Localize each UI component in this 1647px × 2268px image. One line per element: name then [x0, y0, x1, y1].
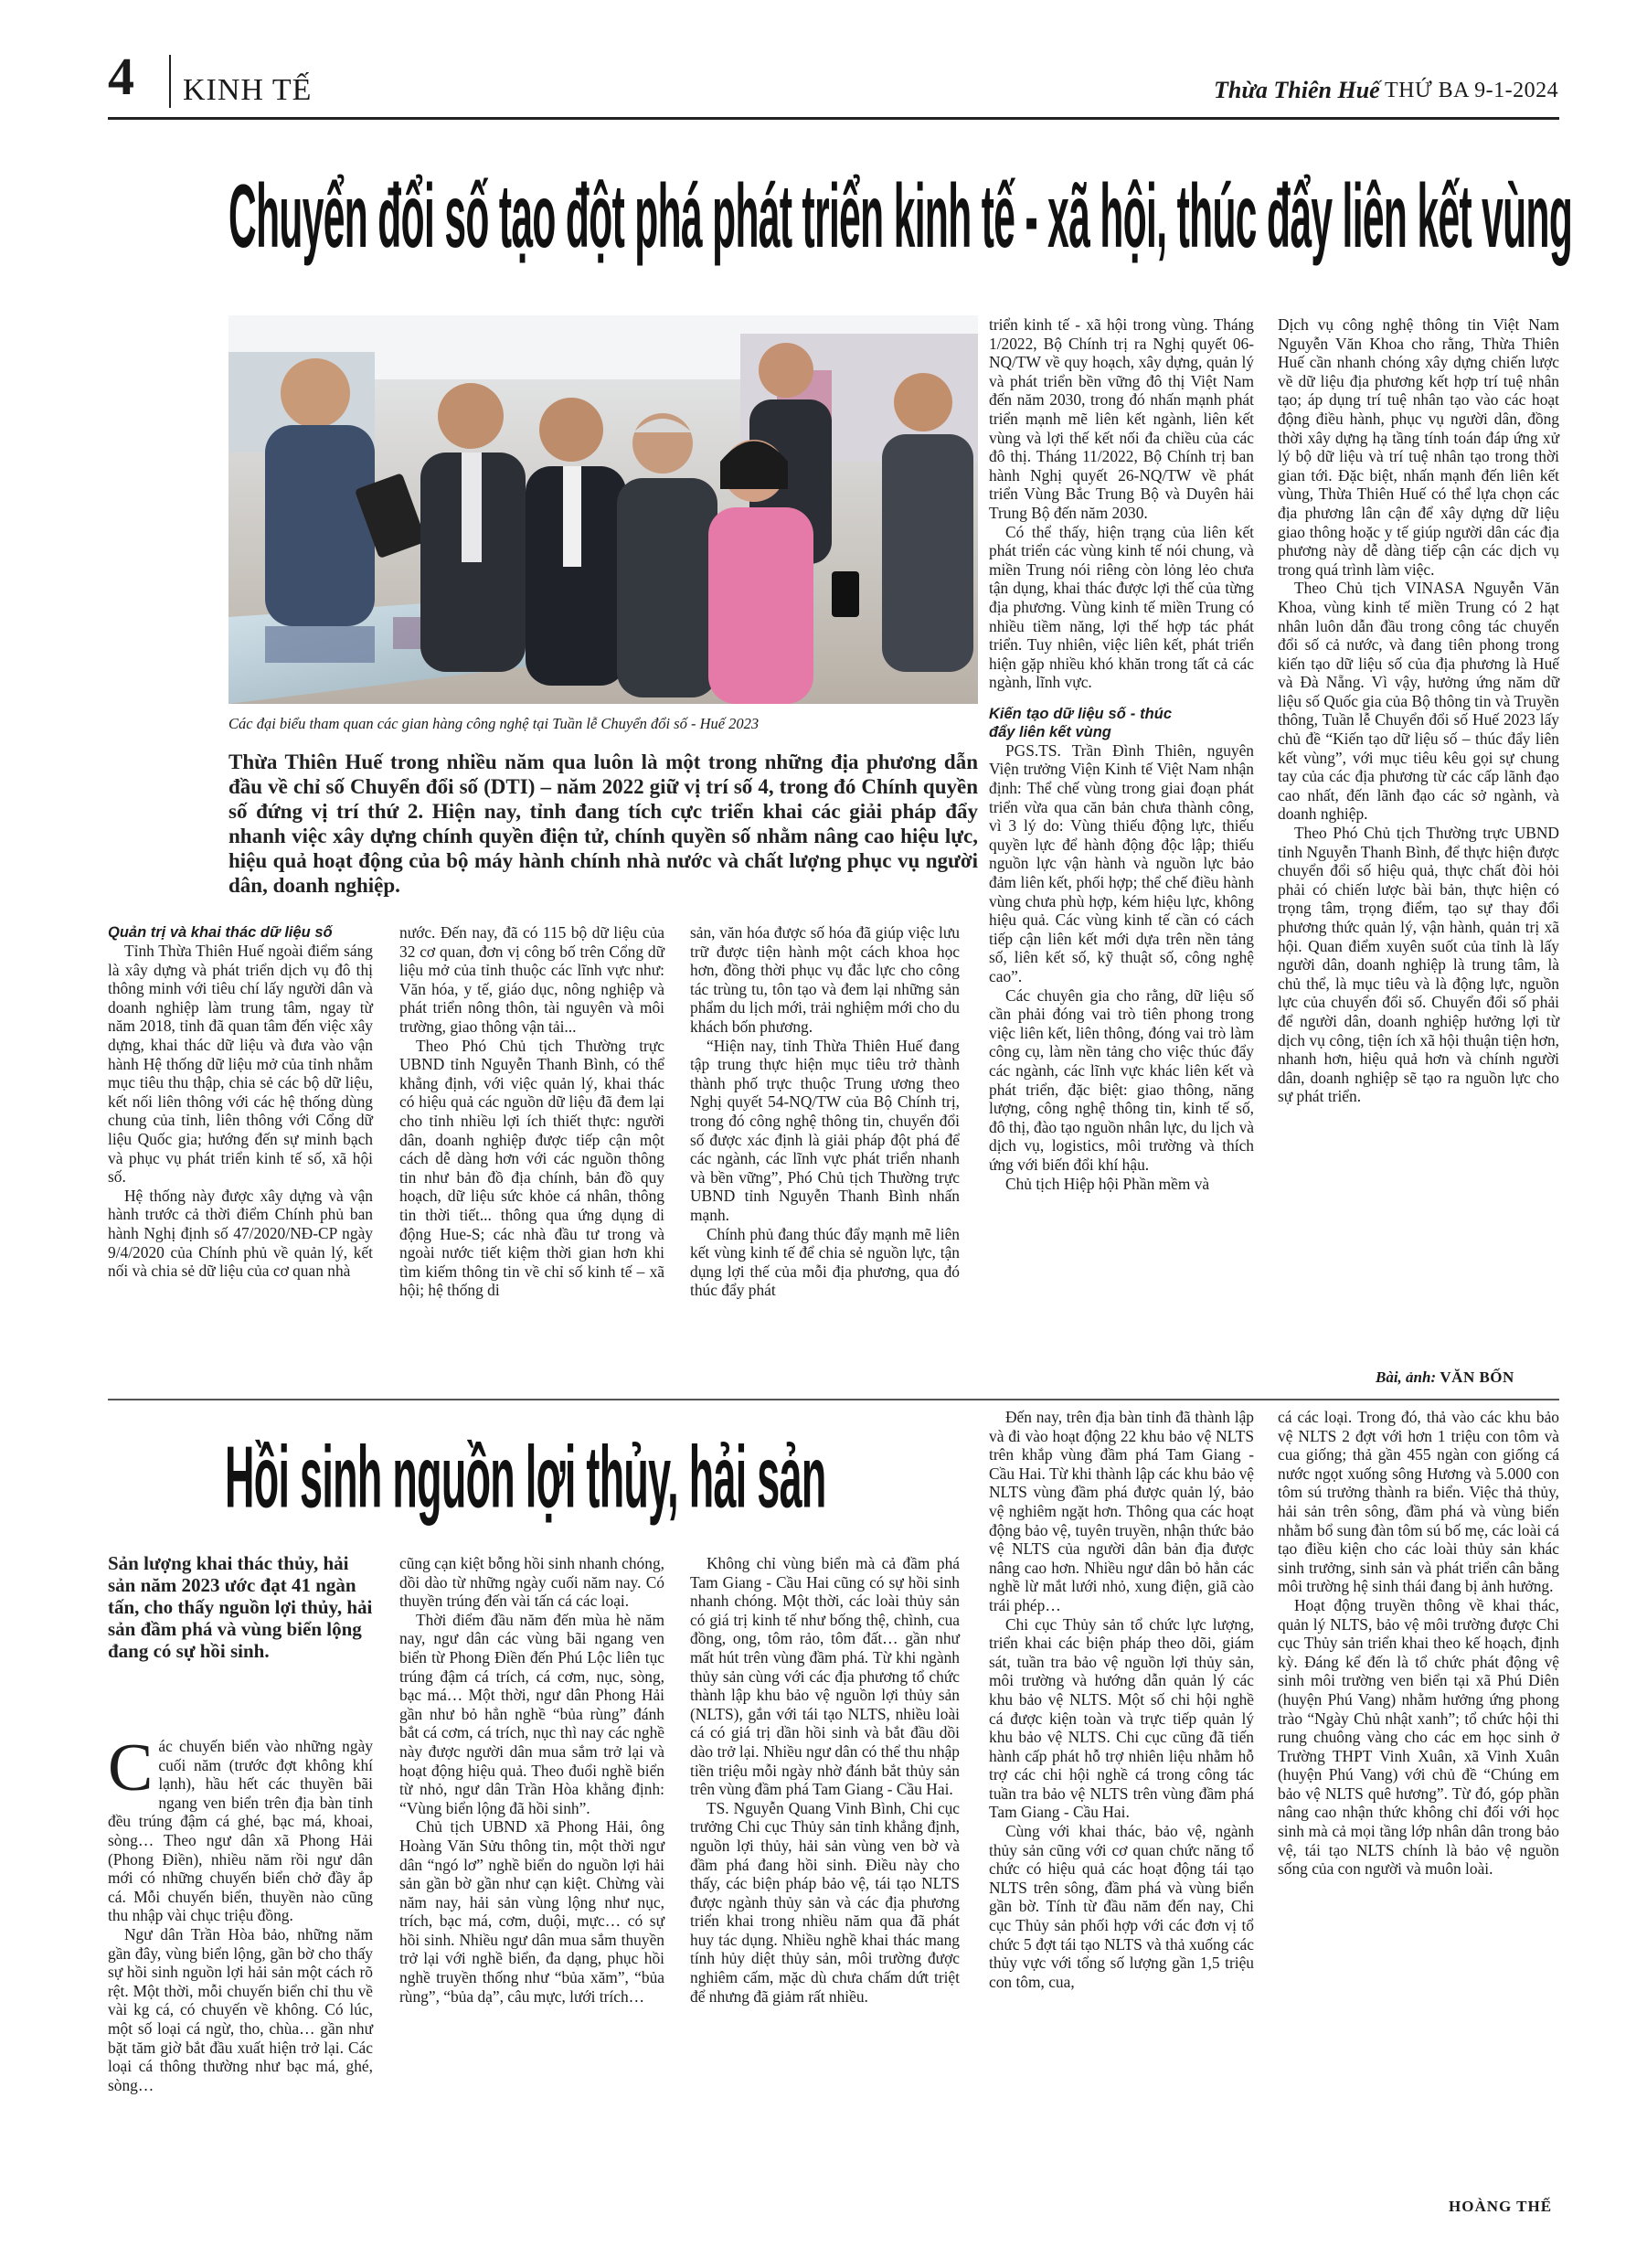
article-1-photo	[228, 315, 978, 704]
article-divider	[108, 1399, 1559, 1400]
paragraph: “Hiện nay, tỉnh Thừa Thiên Huế đang tập trung thực hiện mục tiêu trở thành thành phố trực thuộc Trung ương theo Nghị quyết 54-NQ/TW của Bộ Chính trị, trong đó công nghệ thông tin, chuyển đổi số được xác định là giải pháp đột phá để các ngành, các lĩnh vực phát triển nhanh và bền vững”, Phó Chủ tịch Thường trực UBND tỉnh Nguyễn Thanh Bình nhấn mạnh.	[690, 1036, 960, 1224]
paragraph: Có thể thấy, hiện trạng của liên kết phát triển các vùng kinh tế nói chung, và miền Trung nói riêng còn lỏng lẻo chưa tận dụng, khai thác được lợi thế của từng địa phương. Vùng kinh tế miền Trung có nhiều tiềm năng, lợi thế hợp tác phát triển. Tuy nhiên, việc liên kết, phát triển hiện gặp nhiều khó khăn trong tất cả các ngành, lĩnh vực.	[989, 522, 1254, 692]
article-1-byline	[1376, 1368, 1514, 1387]
paragraph: Ngư dân Trần Hòa bảo, những năm gần đây, vùng biển lộng, gần bờ cho thấy sự hồi sinh nguồn lợi hải sản một cách rõ rệt. Một thời, mỗi chuyến biển chỉ thu về vài kg cá, có chuyến về không. Có lúc, một số loại cá ngừ, tho, chùa… gần như bặt tăm giờ bắt đầu xuất hiện trở lại. Các loại cá thông thường như bạc má, ghé, sòng…	[108, 1924, 373, 2094]
subheading: Kiến tạo dữ liệu số - thúc đẩy liên kết vùng	[989, 705, 1172, 740]
issue-date: THỨ BA 9-1-2024	[1385, 79, 1559, 102]
article-2-headline: Hồi sinh nguồn lợi thủy, hải sản	[225, 1427, 826, 1526]
byline-label: Bài, ảnh:	[1376, 1368, 1437, 1386]
paragraph: Hoạt động truyền thông về khai thác, quản lý NLTS, bảo vệ môi trường được Chi cục Thủy sản triển khai theo kế hoạch, định kỳ. Đáng kể đến là tổ chức phát động vệ sinh môi trường ven biển tại xã Phú Diên (huyện Phú Vang) nhằm hưởng ứng phong trào “Ngày Chủ nhật xanh”; tổ chức hội thi rung chuông vàng cho các em học sinh ở Trường THPT Vinh Xuân, xã Vinh Xuân (huyện Phú Vang) với chủ đề “Chúng em bảo vệ NLTS quê hương”. Từ đó, góp phần nâng cao nhận thức không chỉ đối với học sinh mà cả mọi tầng lớp nhân dân trong bảo vệ, tái tạo NLTS chính là bảo vệ nguồn sống của con người và muôn loài.	[1278, 1595, 1559, 1879]
paragraph: Đến nay, trên địa bàn tỉnh đã thành lập và đi vào hoạt động 22 khu bảo vệ NLTS trên khắp vùng đầm phá Tam Giang - Cầu Hai. Từ khi thành lập các khu bảo vệ NLTS vùng đầm phá được quản lý, bảo vệ nghiêm ngặt hơn. Thông qua các hoạt động bảo vệ, tuyên truyền, nhận thức bảo vệ NLTS của người dân bản địa được nâng cao hơn. Nhiều ngư dân bỏ hẳn các nghề lừ mắt lưới nhỏ, xung điện, giã cào trái phép…	[989, 1408, 1254, 1614]
paragraph: Dịch vụ công nghệ thông tin Việt Nam Nguyễn Văn Khoa cho rằng, Thừa Thiên Huế cần nhanh chóng xây dựng chiến lược về dữ liệu địa phương kết hợp trí tuệ nhân tạo; áp dụng trí tuệ nhân tạo vào các hoạt động điều hành, phục vụ người dân, đồng thời xây dựng hạ tầng tính toán đáp ứng xử lý bộ dữ liệu và trí tuệ nhân tạo trong thời gian tới. Đặc biệt, nhấn mạnh đến liên kết vùng, Thừa Thiên Huế có thể lựa chọn các địa phương lân cận để xây dựng dữ liệu giao thông hoặc y tế giúp người dân các địa phương này dễ dàng tiếp cận các dịch vụ trong quá trình làm việc.	[1278, 315, 1559, 579]
article-2-column-3	[690, 1554, 960, 2006]
event-photo-illustration	[228, 315, 978, 704]
paragraph: nước. Đến nay, đã có 115 bộ dữ liệu của 32 cơ quan, đơn vị công bố trên Cổng dữ liệu mở của tỉnh thuộc các lĩnh vực như: Văn hóa, y tế, giáo dục, nông nghiệp và phát triển nông thôn, tài nguyên và môi trường, giao thông vận tải...	[399, 923, 664, 1036]
photo-caption: Các đại biểu tham quan các gian hàng công nghệ tại Tuần lễ Chuyển đổi số - Huế 2023	[228, 715, 760, 732]
paragraph: cá các loại. Trong đó, thả vào các khu bảo vệ NLTS 2 đợt với hơn 1 triệu con tôm và cua giống; thả gần 455 ngàn con giống cá nước ngọt xuống sông Hương và 5.000 con tôm sú trưởng thành ra biển. Việc thả thủy, hải sản trên sông, đầm phá và vùng biển nhằm bổ sung đàn tôm sú bố mẹ, các loài cá tạo điều kiện cho các loài thủy sản khác sinh trưởng, sinh sản và phát triển cân bằng môi trường hệ sinh thái đang bị ảnh hưởng.	[1278, 1408, 1559, 1596]
section-name: KINH TẾ	[183, 73, 313, 107]
article-2-column-5	[1278, 1408, 1559, 1879]
paragraph: Chi cục Thủy sản tổ chức lực lượng, triển khai các biện pháp theo dõi, giám sát, tuần tra bảo vệ nguồn lợi thủy sản, môi trường và hướng dẫn quản lý các khu bảo vệ NLTS. Một số chi hội nghề cá được kiện toàn và trực tiếp quản lý khu bảo vệ NLTS. Chi cục cũng đã tiến hành cấp phát hỗ trợ nhiên liệu nhằm hỗ trợ các chi hội nghề cá trong công tác tuần tra bảo vệ NLTS trên vùng đầm phá Tam Giang - Cầu Hai.	[989, 1614, 1254, 1822]
paragraph: TS. Nguyễn Quang Vinh Bình, Chi cục trưởng Chi cục Thủy sản tỉnh khẳng định, nguồn lợi thủy, hải sản vùng ven bờ và đầm phá đang hồi sinh. Điều này cho thấy, các biện pháp bảo vệ, tái tạo NLTS được ngành thủy sản và các địa phương triển khai trong nhiều năm qua đã phát huy tác dụng. Nhiều nghề khai thác mang tính hủy diệt thủy sản, môi trường được nghiêm cấm, mặc dù chưa chấm dứt triệt để nhưng đã giảm rất nhiều.	[690, 1798, 960, 2006]
article-1-column-2	[399, 923, 664, 1300]
paragraph: Các chuyên gia cho rằng, dữ liệu số cần phải đóng vai trò tiên phong trong việc liên kết, liên thông, đóng vai trò làm công cụ, làm nền tảng cho việc thúc đẩy các ngành, các lĩnh vực khác liên kết và phát triển, đặc biệt: giao thông, năng lượng, công nghệ thông tin, kinh tế số, đô thị, đào tạo nguồn nhân lực, du lịch và dịch vụ, logistics, môi trường và thích ứng với biến đổi khí hậu.	[989, 985, 1254, 1174]
paragraph: Cùng với khai thác, bảo vệ, ngành thủy sản cũng với cơ quan chức năng tổ chức có hiệu quả các hoạt động tái tạo NLTS trên sông, đầm phá và vùng biển gần bờ. Tính từ đầu năm đến nay, Chi cục Thủy sản phối hợp với các đơn vị tổ chức 5 đợt tái tạo NLTS và thả xuống các thủy vực với tổng số lượng gần 1,5 triệu con tôm, cua,	[989, 1822, 1254, 1991]
article-1-column-4	[989, 315, 1254, 1193]
article-2-byline: HOÀNG THẾ	[1449, 2198, 1553, 2215]
article-1-column-5	[1278, 315, 1559, 1106]
article-1-column-3	[690, 923, 960, 1300]
paragraph: Tỉnh Thừa Thiên Huế ngoài điểm sáng là xây dựng và phát triển dịch vụ đô thị thông minh với tiêu chí lấy người dân và doanh nghiệp làm trung tâm, ngay từ năm 2018, tỉnh đã quan tâm đến việc xây dựng, khai thác dữ liệu và đưa vào vận hành Hệ thống dữ liệu mở của tỉnh nhằm mục tiêu thu thập, chia sẻ các bộ dữ liệu, kết nối liên thông với các hệ thống dùng chung của tỉnh, liên thông với Cổng dữ liệu Quốc gia; hướng đến sự minh bạch và phục vụ phát triển kinh tế số, xã hội số.	[108, 942, 373, 1187]
page-number: 4	[108, 47, 134, 106]
paragraph: Thời điểm đầu năm đến mùa hè năm nay, ngư dân các vùng bãi ngang ven biển từ Phong Điền đến Phú Lộc liên tục trúng đậm cá trích, cá cơm, nục, sòng, bạc má… Một thời, ngư dân Phong Hải gần như bỏ hẳn nghề “bủa rùng” đánh bắt cá cơm, cá trích, nục thì nay các nghề này được người dân mua sắm trở lại và hoạt động hiệu quả. Theo đuổi nghề biển từ nhỏ, ngư dân Trần Hòa khẳng định: “Vùng biển lộng đã hồi sinh”.	[399, 1610, 664, 1817]
paragraph: Không chỉ vùng biển mà cả đầm phá Tam Giang - Cầu Hai cũng có sự hồi sinh nhanh chóng. Một thời, các loài thủy sản có giá trị kinh tế như bống thệ, chình, cua đồng, ong, tôm rảo, tôm đất… gần như mất hút trên vùng đầm phá. Từ khi ngành thủy sản cùng với các địa phương tổ chức thành lập khu bảo vệ nguồn lợi thủy sản (NLTS), gắn với tái tạo NLTS, nhiều loài cá có giá trị dần hồi sinh và bắt đầu dồi dào trở lại. Nhiều ngư dân có thể thu nhập tiền triệu mỗi ngày nhờ đánh bắt thủy sản trên vùng đầm phá Tam Giang - Cầu Hai.	[690, 1554, 960, 1799]
paragraph: cũng cạn kiệt bỗng hồi sinh nhanh chóng, dồi dào từ những ngày cuối năm nay. Có thuyền trúng đến vài tấn cá các loại.	[399, 1554, 664, 1611]
article-2-lead: Sản lượng khai thác thủy, hải sản năm 2023 ước đạt 41 ngàn tấn, cho thấy nguồn lợi thủy, hải sản đầm phá và vùng biển lộng đang có sự hồi sinh.	[108, 1552, 373, 1662]
byline-author: VĂN BỐN	[1440, 1368, 1514, 1386]
drop-cap: C	[108, 1730, 154, 1805]
paragraph: Chính phủ đang thúc đẩy mạnh mẽ liên kết vùng kinh tế để chia sẻ nguồn lực, tận dụng lợi thế của mỗi địa phương, qua đó thúc đẩy phát	[690, 1224, 960, 1300]
paragraph: ác chuyến biển vào những ngày cuối năm (trước đợt không khí lạnh), hầu hết các thuyền bãi ngang ven biển trên địa bàn tỉnh đều trúng đậm cá ghé, bạc má, khoai, sòng… Theo ngư dân xã Phong Hải (Phong Điền), nhiều năm rồi ngư dân mới có những chuyến biển chở đầy ắp cá. Mỗi chuyến biển, thuyền nào cũng thu nhập vài chục triệu đồng.	[108, 1737, 373, 1925]
paragraph: PGS.TS. Trần Đình Thiên, nguyên Viện trưởng Viện Kinh tế Việt Nam nhận định: Thể chế vùng trong giai đoạn phát triển vừa qua căn bản chưa thành công, vì 3 lý do: Vùng thiếu động lực, thiếu quyền lực để hành động độc lập; thiếu nguồn lực vận hành và nguồn lực bảo đảm liên kết, phối hợp; thể chế điều hành vùng chưa phù hợp, kém hiệu lực, không hiệu quả. Các vùng kinh tế cần có cách tiếp cận liên kết mới dựa trên nền tảng số, liên kết số, kỹ thuật số, công nghệ cao”.	[989, 740, 1254, 985]
paragraph: triển kinh tế - xã hội trong vùng. Tháng 1/2022, Bộ Chính trị ra Nghị quyết 06-NQ/TW về quy hoạch, xây dựng, quản lý và phát triển bền vững đô thị Việt Nam đến năm 2030, trong đó nhấn mạnh phát triển mạnh mẽ liên kết ngành, liên kết vùng và lợi thế kết nối đa chiều của các đô thị. Tháng 11/2022, Bộ Chính trị ban hành Nghị quyết 26-NQ/TW về phát triển Vùng Bắc Trung Bộ và Duyên hải Trung Bộ đến năm 2030.	[989, 315, 1254, 522]
paragraph: Theo Phó Chủ tịch Thường trực UBND tỉnh Nguyễn Thanh Bình, để thực hiện được chuyển đổi số hiệu quả, thực chất đòi hỏi phải có chiến lược bài bản, thực hiện có trọng tâm, trọng điểm, tạo sự thay đổi phương thức quản lý, vận hành, quản trị xã hội. Quan điểm xuyên suốt của tỉnh là lấy người dân, doanh nghiệp là trung tâm, là chủ thể, là mục tiêu và là động lực, nguồn lực của chuyển đổi số. Chuyển đổi số phải để người dân, doanh nghiệp hưởng lợi từ dịch vụ công, tiện ích xã hội thuận tiện hơn, nhanh hơn, hiệu quả hơn và chính người dân, doanh nghiệp sẽ tạo ra nguồn lực cho sự phát triển.	[1278, 824, 1559, 1106]
article-2-column-2	[399, 1554, 664, 2006]
paragraph: Hệ thống này được xây dựng và vận hành trước cả thời điểm Chính phủ ban hành Nghị định số 47/2020/NĐ-CP ngày 9/4/2020 của Chính phủ về quản lý, kết nối và chia sẻ dữ liệu của cơ quan nhà	[108, 1186, 373, 1281]
article-2-column-4	[989, 1408, 1254, 1991]
paragraph: Theo Chủ tịch VINASA Nguyễn Văn Khoa, vùng kinh tế miền Trung có 2 hạt nhân luôn dẫn đầu trong công tác chuyển đổi số cả nước, và đang tiên phong trong kiến tạo dữ liệu số của địa phương là Huế và Đà Nẵng. Vì vậy, hưởng ứng năm dữ liệu số Quốc gia của Bộ thông tin và Truyền thông, Tuần lễ Chuyển đổi số Huế 2023 lấy chủ đề “Kiến tạo dữ liệu số – thúc đẩy liên kết vùng”, với mục tiêu kêu gọi sự chung tay của các địa phương từ các cấp lãnh đạo cao nhất, đến lãnh đạo các sở ngành, và doanh nghiệp.	[1278, 579, 1559, 824]
paragraph: sản, văn hóa được số hóa đã giúp việc lưu trữ được tiện hành một cách khoa học hơn, đồng thời phục vụ đắc lực cho công tác trùng tu, tôn tạo và đem lại những sản phẩm du lịch mới, trải nghiệm mới cho du khách bốn phương.	[690, 923, 960, 1036]
article-2-column-1	[108, 1730, 373, 2094]
header-divider	[169, 55, 171, 108]
article-1-column-1	[108, 923, 373, 1281]
subheading: Quản trị và khai thác dữ liệu số	[108, 924, 333, 941]
paragraph: Theo Phó Chủ tịch Thường trực UBND tỉnh Nguyễn Thanh Bình, có thể khẳng định, với việc quản lý, khai thác có hiệu quả các nguồn dữ liệu đã đem lại cho tỉnh nhiều lợi ích thiết thực: người dân, doanh nghiệp được tiếp cận một cách dễ dàng hơn với các nguồn thông tin như bản đồ địa chính, bản đồ quy hoạch, dữ liệu sức khỏe cá nhân, thông tin thời tiết... thông qua ứng dụng di động Hue-S; các nhà đầu tư trong và ngoài nước tiết kiệm thời gian hơn khi tìm kiếm thông tin về chỉ số kinh tế – xã hội; hệ thống di	[399, 1036, 664, 1300]
newspaper-name: Thừa Thiên Huế	[1214, 77, 1380, 103]
article-1-headline: Chuyển đổi số tạo đột phá phát triển kinh tế - xã hội, thúc đẩy liên kết vùng	[228, 165, 1573, 267]
paragraph: Chủ tịch UBND xã Phong Hải, ông Hoàng Văn Sửu thông tin, một thời ngư dân “ngó lơ” nghề biển do nguồn lợi hải sản gần bờ gần như cạn kiệt. Chừng vài năm nay, hải sản vùng lộng như nục, trích, bạc má, cơm, duội, mực… có sự hồi sinh. Nhiều ngư dân mua sắm thuyền trở lại với nghề biển, đa dạng, phục hồi nghề truyền thống như “bủa xăm”, “bủa rùng”, “bủa dạ”, câu mực, lưới trích…	[399, 1817, 664, 2006]
header-rule	[108, 117, 1559, 120]
paragraph: Chủ tịch Hiệp hội Phần mềm và	[1005, 1174, 1210, 1193]
article-1-lead: Thừa Thiên Huế trong nhiều năm qua luôn là một trong những địa phương dẫn đầu về chỉ số Chuyển đổi số (DTI) – năm 2022 giữ vị trí số 4, trong đó Chính quyền số đứng vị trí thứ 2. Hiện nay, tỉnh đang tích cực triển khai các giải pháp đẩy nhanh việc xây dựng chính quyền điện tử, chính quyền số nhằm nâng cao hiệu lực, hiệu quả hoạt động của bộ máy hành chính nhà nước và chất lượng phục vụ người dân, doanh nghiệp.	[228, 751, 978, 897]
